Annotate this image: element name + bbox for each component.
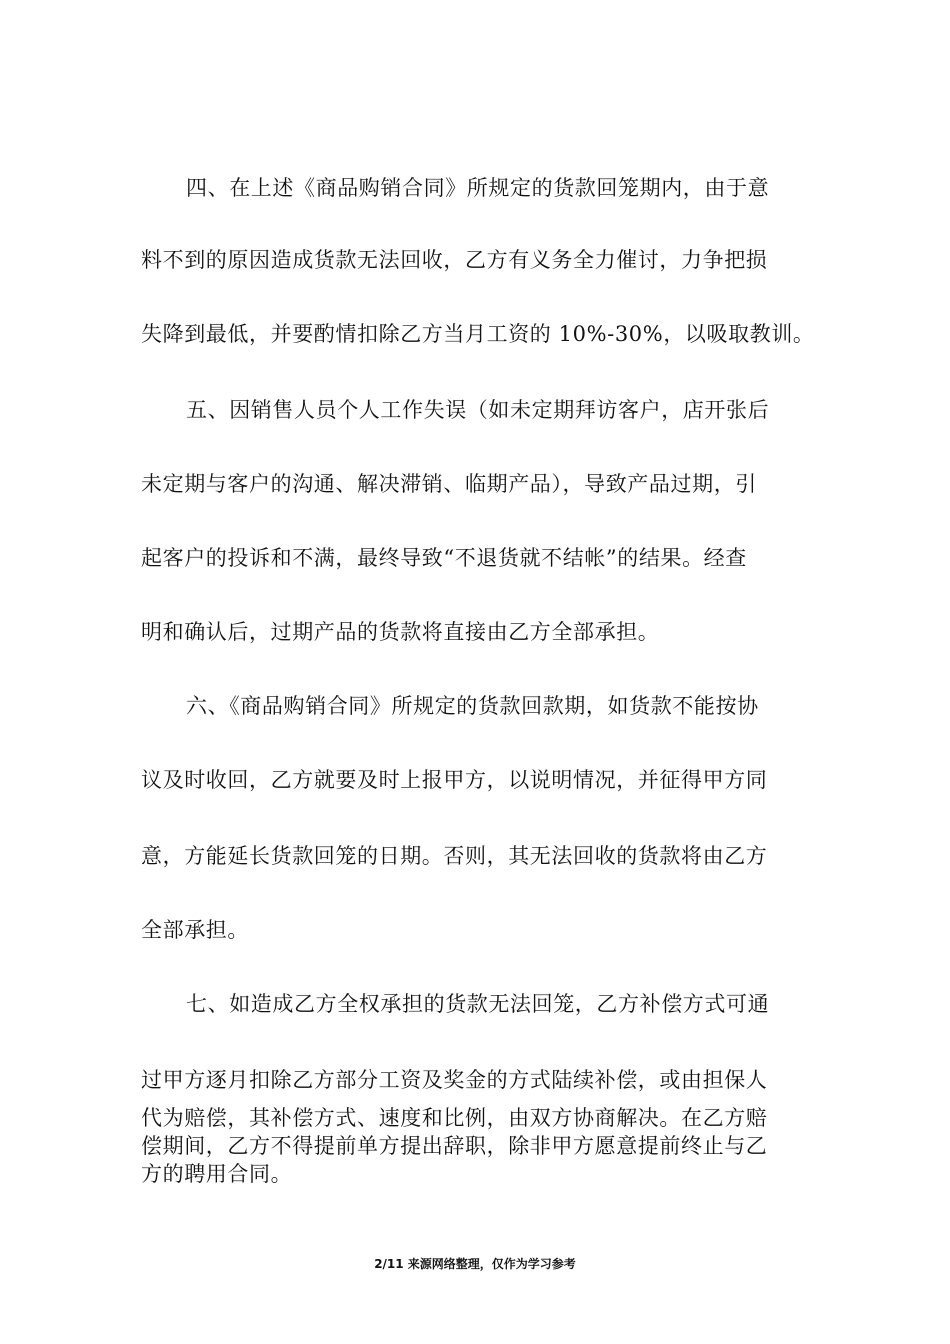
page-footer: 2/11 来源网络整理，仅作为学习参考 [374,1257,576,1271]
paragraph-4-line-3: 失降到最低，并要酌情扣除乙方当月工资的 10%-30%，以吸取教训。 [141,322,815,346]
paragraph-4-line-1: 四、在上述《商品购销合同》所规定的货款回笼期内，由于意 [186,176,770,200]
paragraph-6-line-3: 意，方能延长货款回笼的日期。否则，其无法回收的货款将由乙方 [141,844,768,868]
paragraph-7-line-2: 过甲方逐月扣除乙方部分工资及奖金的方式陆续补偿，或由担保人 [141,1068,768,1092]
paragraph-5-line-2: 未定期与客户的沟通、解决滞销、临期产品），导致产品过期，引 [141,472,757,496]
paragraph-5-line-1: 五、因销售人员个人工作失误（如未定期拜访客户，店开张后 [186,398,770,422]
paragraph-5-line-4: 明和确认后，过期产品的货款将直接由乙方全部承担。 [141,620,660,644]
paragraph-4-line-2: 料不到的原因造成货款无法回收，乙方有义务全力催讨，力争把损 [141,248,768,272]
paragraph-6-line-1: 六、《商品购销合同》所规定的货款回款期，如货款不能按协 [186,694,759,718]
paragraph-7-line-1: 七、如造成乙方全权承担的货款无法回笼，乙方补偿方式可通 [186,992,770,1016]
paragraph-5-line-3: 起客户的投诉和不满，最终导致“不退货就不结帐”的结果。经查 [141,546,747,570]
paragraph-7-line-5: 方的聘用合同。 [141,1162,293,1186]
paragraph-6-line-4: 全部承担。 [141,918,249,942]
paragraph-7-line-3: 代为赔偿，其补偿方式、速度和比例，由双方协商解决。在乙方赔 [141,1106,768,1130]
paragraph-6-line-2: 议及时收回，乙方就要及时上报甲方，以说明情况，并征得甲方同 [141,768,768,792]
paragraph-7-line-4: 偿期间，乙方不得提前单方提出辞职，除非甲方愿意提前终止与乙 [141,1134,768,1158]
